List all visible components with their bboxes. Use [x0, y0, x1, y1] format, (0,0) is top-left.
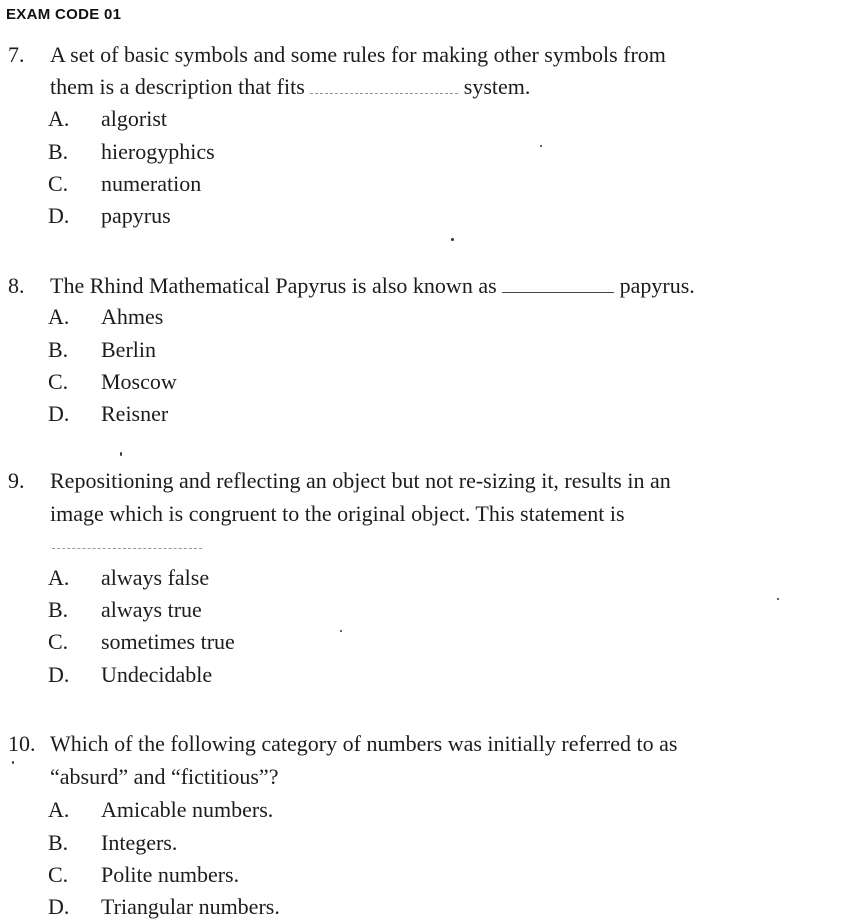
option-c: [48, 367, 177, 397]
option-text: hierogyphics: [101, 139, 215, 164]
option-text: Moscow: [101, 369, 177, 394]
option-letter: B.: [48, 337, 69, 362]
answer-blank: [502, 272, 614, 293]
question-text-line: [50, 271, 695, 301]
scan-speck: [340, 630, 342, 632]
option-letter: A.: [48, 304, 70, 329]
option-letter: C.: [48, 369, 69, 394]
option-b: [48, 335, 156, 365]
option-letter: D.: [48, 662, 70, 687]
answer-blank: [52, 528, 202, 549]
option-d: [48, 201, 171, 231]
question-number: 10.: [8, 731, 36, 756]
question-text-fragment: The Rhind Mathematical Papyrus is also known as: [50, 273, 497, 298]
option-text: Triangular numbers.: [101, 894, 280, 919]
question-number: 9.: [8, 468, 25, 493]
answer-blank: [310, 73, 458, 94]
option-text: Ahmes: [101, 304, 164, 329]
question-text-fragment: papyrus.: [619, 273, 695, 298]
option-letter: A.: [48, 565, 70, 590]
exam-code-header: EXAM CODE 01: [6, 6, 122, 23]
option-text: sometimes true: [101, 629, 235, 654]
scan-speck: [777, 598, 779, 600]
question-text-line: Which of the following category of numbers was initially referred to as: [50, 731, 678, 756]
option-b: [48, 137, 215, 167]
option-c: [48, 169, 201, 199]
option-letter: D.: [48, 203, 70, 228]
option-letter: A.: [48, 106, 70, 131]
question-7: [8, 40, 828, 104]
option-text: always false: [101, 565, 210, 590]
question-number: 7.: [8, 42, 25, 67]
option-text: Integers.: [101, 830, 178, 855]
option-text: Reisner: [101, 401, 169, 426]
question-number: 8.: [8, 273, 25, 298]
scan-speck: [120, 452, 122, 456]
option-b: [48, 595, 202, 625]
option-text: Amicable numbers.: [101, 797, 274, 822]
option-text: papyrus: [101, 203, 171, 228]
option-text: Polite numbers.: [101, 862, 240, 887]
option-a: [48, 302, 163, 332]
question-text-fragment: them is a description that fits: [50, 74, 305, 99]
question-text-line: Repositioning and reflecting an object but not re-sizing it, results in an: [50, 468, 671, 493]
option-a: [48, 563, 209, 593]
option-letter: B.: [48, 139, 69, 164]
question-text-line: “absurd” and “fictitious”?: [50, 764, 279, 789]
scan-speck: [540, 145, 542, 147]
question-text-line: [50, 72, 530, 102]
option-a: [48, 104, 167, 134]
option-letter: B.: [48, 597, 69, 622]
option-letter: B.: [48, 830, 69, 855]
option-d: [48, 399, 168, 429]
scan-speck: [12, 761, 14, 764]
option-letter: D.: [48, 894, 70, 919]
question-10: [8, 729, 843, 793]
option-a: [48, 795, 273, 825]
option-letter: D.: [48, 401, 70, 426]
option-c: [48, 860, 239, 890]
question-8: [8, 271, 828, 303]
option-letter: C.: [48, 629, 69, 654]
option-letter: A.: [48, 797, 70, 822]
option-text: Berlin: [101, 337, 156, 362]
option-d: [48, 660, 212, 690]
option-letter: C.: [48, 862, 69, 887]
option-c: [48, 627, 235, 657]
option-d: [48, 892, 280, 922]
option-text: Undecidable: [101, 662, 213, 687]
scan-speck: [451, 238, 454, 241]
option-text: always true: [101, 597, 202, 622]
option-letter: C.: [48, 171, 69, 196]
question-9: [8, 466, 838, 562]
option-text: numeration: [101, 171, 202, 196]
option-b: [48, 828, 177, 858]
question-text-fragment: system.: [463, 74, 531, 99]
option-text: algorist: [101, 106, 167, 131]
question-text-line: A set of basic symbols and some rules for making other symbols from: [50, 42, 666, 67]
question-text-line: image which is congruent to the original object. This statement is: [50, 501, 625, 526]
